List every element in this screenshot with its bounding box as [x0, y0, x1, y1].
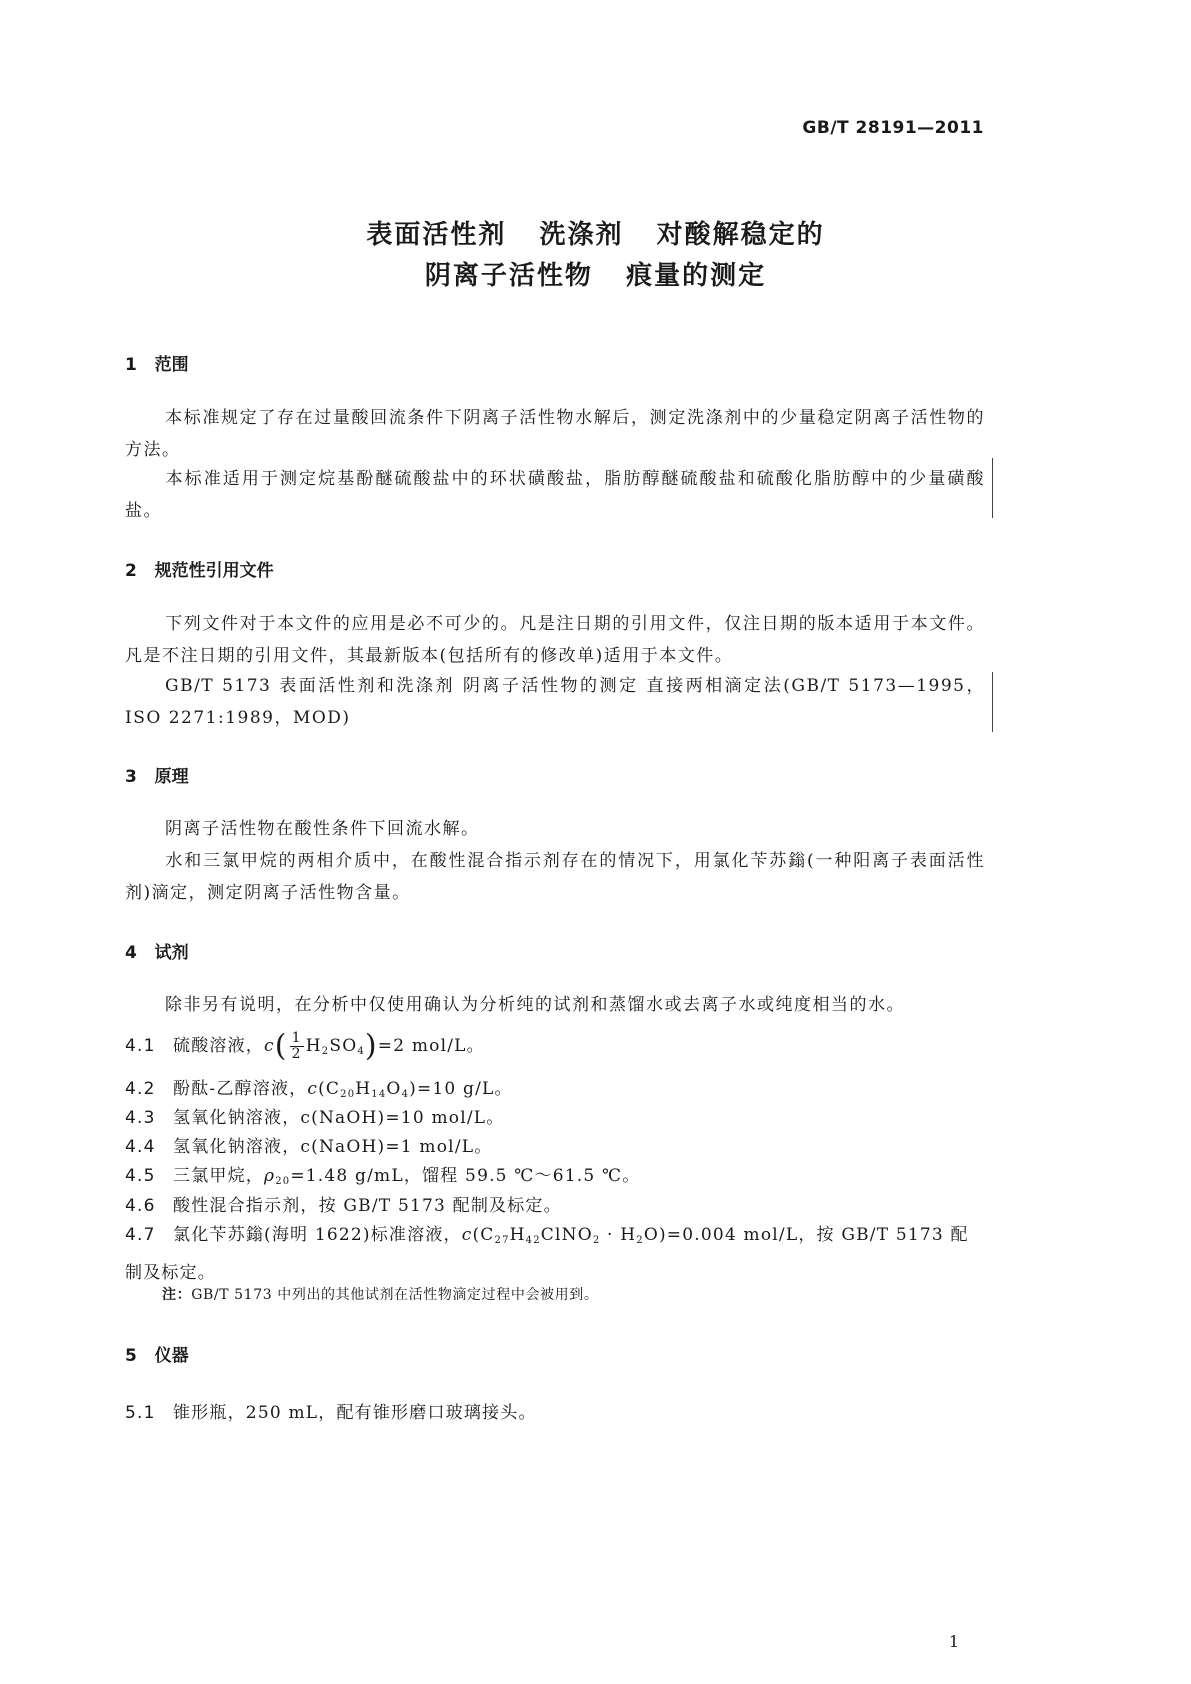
- standard-number: GB/T 28191—2011: [802, 118, 984, 138]
- note: 注：GB/T 5173 中列出的其他试剂在活性物滴定过程中会被用到。: [162, 1287, 599, 1303]
- section-3-paragraph-1: 阴离子活性物在酸性条件下回流水解。: [165, 819, 480, 839]
- document-title-line-1: 表面活性剂 洗涤剂 对酸解稳定的: [366, 220, 825, 250]
- reagent-item-4-3: 4.3 氢氧化钠溶液，c(NaOH)=10 mol/L。: [125, 1108, 505, 1128]
- reagent-item-4-5: 4.5 三氯甲烷，$\rho_{20}=1.48$ g/mL，馏程 59.5 ℃～61.5 ℃。: [125, 1166, 641, 1187]
- section-4-heading: 4 试剂: [125, 943, 189, 963]
- reagent-item-4-1: 4.1 硫酸溶液，c( $\frac{1}{2}$ $H_2SO_4)=2$ mol/L。: [125, 1028, 485, 1064]
- section-2-heading: 2 规范性引用文件: [125, 561, 274, 581]
- section-3-paragraph-2: 水和三氯甲烷的两相介质中，在酸性混合指示剂存在的情况下，用氯化苄苏鎓(一种阳离子表面活性剂)滴定，测定阴离子活性物含量。: [125, 851, 985, 903]
- fraction: $\frac{1}{2}$: [291, 1030, 302, 1062]
- reagent-item-4-6: 4.6 酸性混合指示剂，按 GB/T 5173 配制及标定。: [125, 1196, 562, 1216]
- document-title-line-2: 阴离子活性物 痕量的测定: [424, 261, 767, 291]
- section-4-paragraph-1: 除非另有说明，在分析中仅使用确认为分析纯的试剂和蒸馏水或去离子水或纯度相当的水。: [165, 995, 905, 1015]
- section-1-heading: 1 范围: [125, 355, 189, 375]
- section-2-paragraph-2: GB/T 5173 表面活性剂和洗涤剂 阴离子活性物的测定 直接两相滴定法(GB/T 5173—1995，ISO 2271:1989，MOD): [125, 676, 985, 728]
- change-bar: [992, 672, 993, 732]
- reagent-item-4-4: 4.4 氢氧化钠溶液，c(NaOH)=1 mol/L。: [125, 1137, 493, 1157]
- section-1-paragraph-2: 本标准适用于测定烷基酚醚硫酸盐中的环状磺酸盐，脂肪醇醚硫酸盐和硫酸化脂肪醇中的少量磺酸盐。: [125, 469, 985, 521]
- section-5-heading: 5 仪器: [125, 1346, 189, 1366]
- reagent-item-4-7: 4.7 氯化苄苏鎓(海明 1622)标准溶液，$c(C_{27}H_{42}ClNO_2 \cdot H_2O)=0.004$ mol/L，按 GB/T 5173 配制及标定。: [125, 1225, 969, 1283]
- apparatus-item-5-1: 5.1 锥形瓶，250 mL，配有锥形磨口玻璃接头。: [125, 1403, 537, 1423]
- change-bar: [992, 458, 993, 518]
- reagent-item-4-2: 4.2 酚酞-乙醇溶液，$c(C_{20}H_{14}O_4)=10$ g/L。: [125, 1079, 513, 1100]
- section-1-paragraph-1: 本标准规定了存在过量酸回流条件下阴离子活性物水解后，测定洗涤剂中的少量稳定阴离子活性物的方法。: [125, 408, 985, 460]
- section-3-heading: 3 原理: [125, 767, 189, 787]
- section-2-paragraph-1: 下列文件对于本文件的应用是必不可少的。凡是注日期的引用文件，仅注日期的版本适用于本文件。凡是不注日期的引用文件，其最新版本(包括所有的修改单)适用于本文件。: [125, 614, 985, 666]
- page-number: 1: [948, 1632, 959, 1651]
